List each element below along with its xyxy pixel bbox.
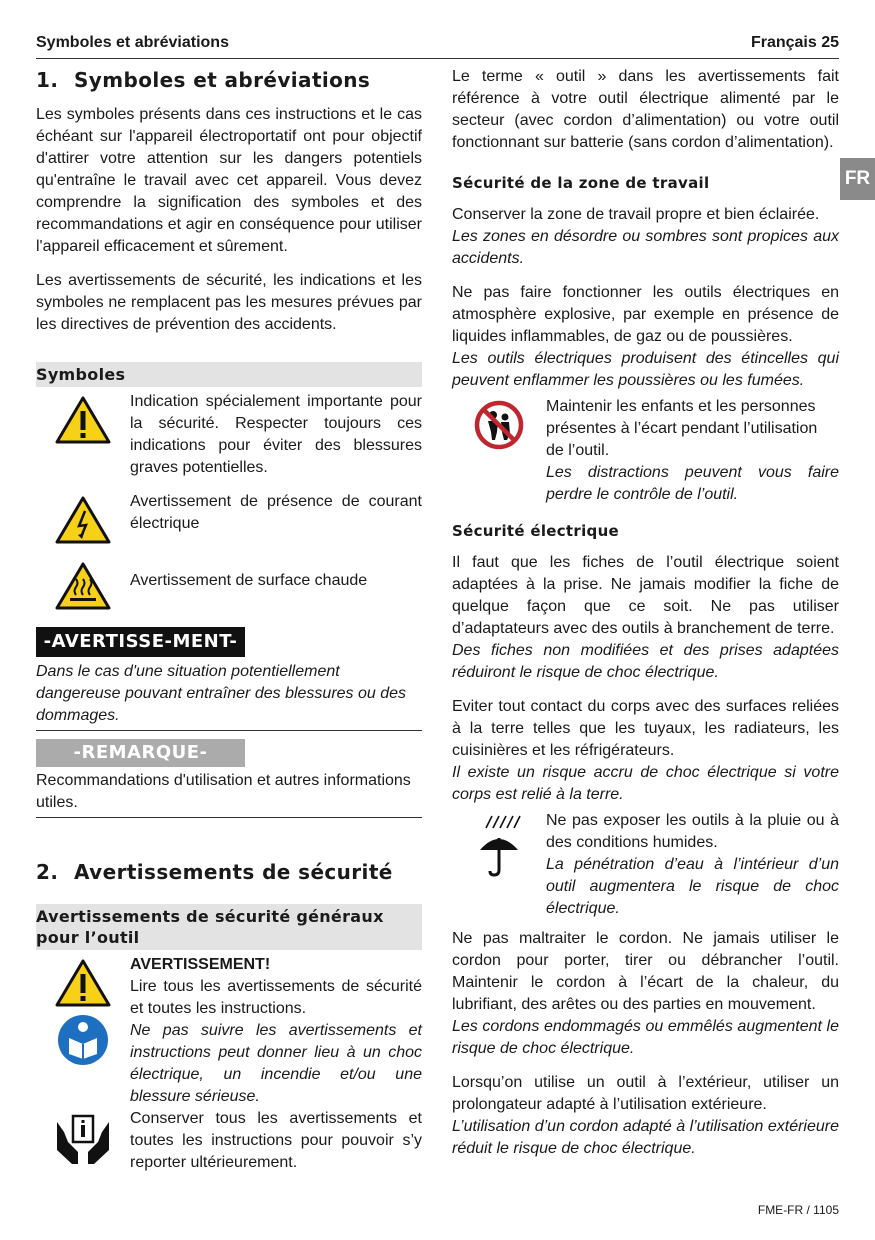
- electrical-2-consequence: Il existe un risque accru de choc électrique si votre corps est relié à la terre.: [452, 764, 839, 803]
- cord-consequence: Les cordons endommagés ou emmêlés augmentent le risque de choc électrique.: [452, 1018, 839, 1057]
- symbol-hot-surface-text: Avertissement de surface chaude: [130, 572, 368, 589]
- hot-surface-icon: [55, 561, 111, 611]
- warning-triangle-icon: [55, 958, 111, 1008]
- general-warnings-heading: Avertissements de sécurité généraux pour l’outil: [36, 904, 422, 950]
- page-header: [36, 32, 839, 59]
- disclaimer-paragraph: Les avertissements de sécurité, les indications et les symboles ne remplacent pas les mesures prévues par les directives de prévention des accidents.: [36, 272, 422, 333]
- rain-instruction: Ne pas exposer les outils à la pluie ou à des conditions humides.: [546, 812, 839, 851]
- electrical-1-consequence: Des fiches non modifiées et des prises adaptées réduiront le risque de choc électrique.: [452, 642, 839, 681]
- keep-instructions-text: Conserver tous les avertissements et toutes les instructions pour pouvoir s’y reporter ultérieurement.: [130, 1110, 422, 1171]
- extension-consequence: L’utilisation d’un cordon adapté à l’utilisation extérieure réduit le risque de choc électrique.: [452, 1118, 839, 1157]
- general-read-instruction: Lire tous les avertissements de sécurité et toutes les instructions.: [130, 978, 422, 1017]
- general-warning-title: AVERTISSEMENT!: [130, 956, 271, 973]
- work-area-2: Ne pas faire fonctionner les outils électriques en atmosphère explosive, par exemple en présence de liquides inflammables, de gaz ou de poussières.: [452, 284, 839, 345]
- keep-instructions-block: [36, 1108, 422, 1174]
- symbol-electric: [36, 491, 422, 545]
- symbol-hot-surface: [36, 557, 422, 611]
- left-column: [36, 66, 422, 1186]
- extension-instruction: Lorsqu’on utilise un outil à l’extérieur, utiliser un prolongateur adapté à l’utilisation extérieure.: [452, 1074, 839, 1113]
- section-2-title: Avertissements de sécurité: [74, 860, 393, 884]
- work-area-1: Conserver la zone de travail propre et bien éclairée.: [452, 206, 820, 223]
- electrical-1: Il faut que les fiches de l’outil électrique soient adaptées à la prise. Ne jamais modifier la fiche de quelque façon que ce soit. Ne pas utiliser d’adaptateurs avec des outils à branchement de terre.: [452, 554, 839, 637]
- note-text: Recommandations d'utilisation et autres informations utiles.: [36, 770, 422, 818]
- keep-children-away-icon: [474, 400, 524, 450]
- section-1-title: Symboles et abréviations: [74, 68, 371, 92]
- read-manual-icon: [57, 1014, 109, 1066]
- warning-label: [36, 627, 245, 657]
- right-column: [452, 66, 839, 1172]
- tool-definition-paragraph: Le terme « outil » dans les avertissements fait référence à votre outil électrique alimenté par le secteur (avec cordon d’alimentation) ou votre outil fonctionnant sur batterie (sans cordon d’alimentation).: [452, 68, 839, 151]
- intro-paragraph: Les symboles présents dans ces instructions et le cas échéant sur l'appareil électroportatif ont pour objectif d'attirer votre attention sur les dangers potentiels qu'entraîne le travail avec cet appareil. Vous devez comprendre la signification des symboles et des recommandations et agir en conséquence pour utiliser l'appareil efficacement et sûrement.: [36, 106, 422, 255]
- note-label: -REMARQUE-: [36, 739, 245, 767]
- rain-block: [452, 810, 839, 920]
- symbol-electric-text: Avertissement de présence de courant électrique: [130, 493, 422, 532]
- children-text: [546, 396, 839, 506]
- general-warning-block: [36, 954, 422, 1108]
- work-area-heading: Sécurité de la zone de travail: [452, 174, 710, 192]
- rain-text: [546, 810, 839, 920]
- section-1-number: 1.: [36, 68, 59, 92]
- electric-hazard-icon: [55, 495, 111, 545]
- umbrella-rain-icon: [474, 814, 524, 878]
- general-read-consequence: Ne pas suivre les avertissements et instructions peut donner lieu à un choc électrique, un incendie et/ou une blessure sérieuse.: [130, 1022, 422, 1105]
- children-consequence: Les distractions peuvent vous faire perdre le contrôle de l’outil.: [546, 464, 839, 503]
- general-warning-text: [130, 954, 422, 1108]
- electrical-safety-heading: Sécurité électrique: [452, 522, 620, 540]
- section-2-number: 2.: [36, 860, 59, 884]
- work-area-2-consequence: Les outils électriques produisent des étincelles qui peuvent enflammer les poussières ou les fumées.: [452, 350, 839, 389]
- cord-instruction: Ne pas maltraiter le cordon. Ne jamais utiliser le cordon pour porter, tirer ou débrancher l’outil. Maintenir le cordon à l’écart de la chaleur, du lubrifiant, des arêtes ou des parties en mouvement.: [452, 930, 839, 1013]
- children-instruction: Maintenir les enfants et les personnes présentes à l’écart pendant l’utilisation de l’outil.: [546, 398, 818, 459]
- symbol-important-text: Indication spécialement importante pour la sécurité. Respecter toujours ces indications pour éviter des blessures graves potentielles.: [130, 393, 422, 476]
- header-section-title: Symboles et abréviations: [36, 34, 229, 51]
- children-block: [452, 396, 839, 506]
- keep-manual-icon: [54, 1112, 112, 1168]
- symbol-important: [36, 391, 422, 479]
- warning-text: Dans le cas d'une situation potentiellement dangereuse pouvant entraîner des blessures ou des dommages.: [36, 661, 422, 731]
- footer-doc-ref: FME-FR / 1105: [757, 1203, 839, 1217]
- symbols-heading: Symboles: [36, 362, 422, 387]
- rain-consequence: La pénétration d’eau à l’intérieur d’un outil augmentera le risque de choc électrique.: [546, 856, 839, 917]
- section-2-heading: [36, 858, 422, 886]
- work-area-1-consequence: Les zones en désordre ou sombres sont propices aux accidents.: [452, 228, 839, 267]
- header-page-number: Français 25: [750, 34, 839, 51]
- section-1-heading: [36, 66, 422, 94]
- warning-triangle-icon: [55, 395, 111, 445]
- warning-label-text: -AVERTISSE-MENT-: [43, 631, 238, 652]
- language-tab: FR: [840, 158, 875, 200]
- electrical-2: Eviter tout contact du corps avec des surfaces reliées à la terre telles que les tuyaux, les radiateurs, les cuisinières et les réfrigérateurs.: [452, 698, 839, 759]
